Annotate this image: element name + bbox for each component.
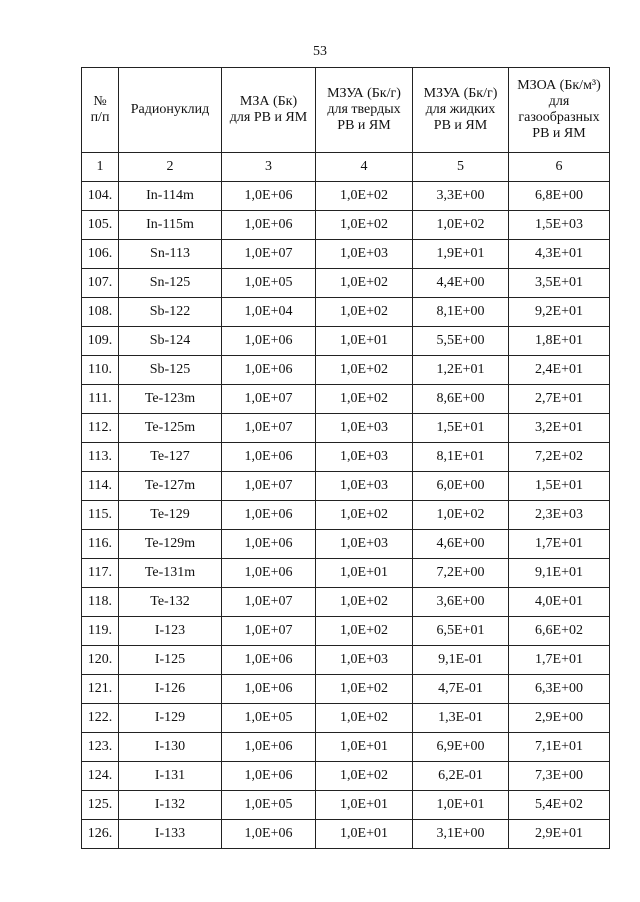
mzoa-gas-value: 7,1E+01 bbox=[509, 733, 610, 762]
radionuclide-name: I-130 bbox=[119, 733, 222, 762]
table-row bbox=[82, 617, 610, 646]
radionuclide-name: I-132 bbox=[119, 791, 222, 820]
radionuclide-name: Sn-125 bbox=[119, 269, 222, 298]
mza-value: 1,0E+06 bbox=[222, 182, 316, 211]
row-number: 106. bbox=[82, 240, 119, 269]
mzua-solid-value: 1,0E+02 bbox=[316, 762, 413, 791]
radionuclide-name: Te-123m bbox=[119, 385, 222, 414]
table-row bbox=[82, 327, 610, 356]
mza-value: 1,0E+07 bbox=[222, 414, 316, 443]
row-number: 124. bbox=[82, 762, 119, 791]
mza-value: 1,0E+05 bbox=[222, 704, 316, 733]
mzua-solid-value: 1,0E+01 bbox=[316, 559, 413, 588]
mzoa-gas-value: 3,5E+01 bbox=[509, 269, 610, 298]
mzua-solid-value: 1,0E+02 bbox=[316, 588, 413, 617]
mzoa-gas-value: 9,2E+01 bbox=[509, 298, 610, 327]
mzua-solid-value: 1,0E+02 bbox=[316, 675, 413, 704]
table-row bbox=[82, 356, 610, 385]
header-no: № п/п bbox=[82, 68, 119, 153]
mzua-liquid-value: 1,2E+01 bbox=[413, 356, 509, 385]
radionuclide-name: Te-127m bbox=[119, 472, 222, 501]
radionuclide-name: I-129 bbox=[119, 704, 222, 733]
row-number: 120. bbox=[82, 646, 119, 675]
row-number: 111. bbox=[82, 385, 119, 414]
mzua-liquid-value: 8,1E+00 bbox=[413, 298, 509, 327]
header-radionuclide: Радионуклид bbox=[119, 68, 222, 153]
radionuclide-name: Sb-124 bbox=[119, 327, 222, 356]
mzoa-gas-value: 7,2E+02 bbox=[509, 443, 610, 472]
row-number: 125. bbox=[82, 791, 119, 820]
mzua-liquid-value: 6,2E-01 bbox=[413, 762, 509, 791]
mzua-solid-value: 1,0E+02 bbox=[316, 617, 413, 646]
row-number: 119. bbox=[82, 617, 119, 646]
mzoa-gas-value: 4,0E+01 bbox=[509, 588, 610, 617]
mzoa-gas-value: 2,9E+00 bbox=[509, 704, 610, 733]
mzoa-gas-value: 2,3E+03 bbox=[509, 501, 610, 530]
row-number: 117. bbox=[82, 559, 119, 588]
mzua-liquid-value: 6,5E+01 bbox=[413, 617, 509, 646]
radionuclide-name: Te-129m bbox=[119, 530, 222, 559]
row-number: 108. bbox=[82, 298, 119, 327]
table-row bbox=[82, 472, 610, 501]
mzua-liquid-value: 3,3E+00 bbox=[413, 182, 509, 211]
table-row bbox=[82, 385, 610, 414]
radionuclide-name: I-125 bbox=[119, 646, 222, 675]
radionuclide-table bbox=[81, 67, 610, 849]
row-number: 118. bbox=[82, 588, 119, 617]
mza-value: 1,0E+06 bbox=[222, 559, 316, 588]
header-mzua-liquid: МЗУА (Бк/г) для жидких РВ и ЯМ bbox=[413, 68, 509, 153]
radionuclide-name: I-133 bbox=[119, 820, 222, 849]
table-row bbox=[82, 530, 610, 559]
mzoa-gas-value: 1,5E+03 bbox=[509, 211, 610, 240]
mzua-solid-value: 1,0E+01 bbox=[316, 820, 413, 849]
column-number: 5 bbox=[413, 153, 509, 182]
mzua-liquid-value: 4,4E+00 bbox=[413, 269, 509, 298]
mza-value: 1,0E+06 bbox=[222, 733, 316, 762]
column-number: 1 bbox=[82, 153, 119, 182]
mzua-solid-value: 1,0E+02 bbox=[316, 356, 413, 385]
mza-value: 1,0E+05 bbox=[222, 269, 316, 298]
radionuclide-name: I-131 bbox=[119, 762, 222, 791]
mza-value: 1,0E+06 bbox=[222, 356, 316, 385]
table-row bbox=[82, 559, 610, 588]
row-number: 105. bbox=[82, 211, 119, 240]
table-row bbox=[82, 211, 610, 240]
mza-value: 1,0E+07 bbox=[222, 472, 316, 501]
radionuclide-name: I-126 bbox=[119, 675, 222, 704]
mzua-solid-value: 1,0E+01 bbox=[316, 733, 413, 762]
mzua-solid-value: 1,0E+02 bbox=[316, 704, 413, 733]
mzua-solid-value: 1,0E+01 bbox=[316, 791, 413, 820]
table-row bbox=[82, 240, 610, 269]
mzoa-gas-value: 9,1E+01 bbox=[509, 559, 610, 588]
mza-value: 1,0E+06 bbox=[222, 530, 316, 559]
page-number: 53 bbox=[313, 44, 327, 59]
mza-value: 1,0E+05 bbox=[222, 791, 316, 820]
table-row bbox=[82, 733, 610, 762]
mzoa-gas-value: 2,4E+01 bbox=[509, 356, 610, 385]
mzua-liquid-value: 1,3E-01 bbox=[413, 704, 509, 733]
mza-value: 1,0E+07 bbox=[222, 588, 316, 617]
mzoa-gas-value: 7,3E+00 bbox=[509, 762, 610, 791]
table-row bbox=[82, 182, 610, 211]
radionuclide-name: Te-127 bbox=[119, 443, 222, 472]
mzua-liquid-value: 3,1E+00 bbox=[413, 820, 509, 849]
mzua-liquid-value: 8,1E+01 bbox=[413, 443, 509, 472]
table-row bbox=[82, 414, 610, 443]
mzoa-gas-value: 6,3E+00 bbox=[509, 675, 610, 704]
column-number: 4 bbox=[316, 153, 413, 182]
radionuclide-name: In-115m bbox=[119, 211, 222, 240]
header-mzoa-gas: МЗОА (Бк/м³) для газообразных РВ и ЯМ bbox=[509, 68, 610, 153]
mzoa-gas-value: 6,8E+00 bbox=[509, 182, 610, 211]
header-row bbox=[82, 68, 610, 153]
row-number: 112. bbox=[82, 414, 119, 443]
mzoa-gas-value: 1,7E+01 bbox=[509, 646, 610, 675]
mzua-solid-value: 1,0E+01 bbox=[316, 327, 413, 356]
mzua-solid-value: 1,0E+03 bbox=[316, 530, 413, 559]
mzoa-gas-value: 5,4E+02 bbox=[509, 791, 610, 820]
row-number: 116. bbox=[82, 530, 119, 559]
mzua-solid-value: 1,0E+02 bbox=[316, 501, 413, 530]
table-row bbox=[82, 588, 610, 617]
mzua-solid-value: 1,0E+02 bbox=[316, 298, 413, 327]
radionuclide-name: Te-129 bbox=[119, 501, 222, 530]
mzua-solid-value: 1,0E+03 bbox=[316, 414, 413, 443]
row-number: 107. bbox=[82, 269, 119, 298]
mza-value: 1,0E+06 bbox=[222, 501, 316, 530]
mzua-liquid-value: 8,6E+00 bbox=[413, 385, 509, 414]
mzua-solid-value: 1,0E+02 bbox=[316, 269, 413, 298]
table-row bbox=[82, 443, 610, 472]
mza-value: 1,0E+06 bbox=[222, 646, 316, 675]
mzua-liquid-value: 6,9E+00 bbox=[413, 733, 509, 762]
radionuclide-name: I-123 bbox=[119, 617, 222, 646]
row-number: 110. bbox=[82, 356, 119, 385]
mzoa-gas-value: 4,3E+01 bbox=[509, 240, 610, 269]
table-row bbox=[82, 791, 610, 820]
mzua-liquid-value: 3,6E+00 bbox=[413, 588, 509, 617]
header-mza: МЗА (Бк) для РВ и ЯМ bbox=[222, 68, 316, 153]
radionuclide-name: Sb-122 bbox=[119, 298, 222, 327]
mzoa-gas-value: 3,2E+01 bbox=[509, 414, 610, 443]
mza-value: 1,0E+06 bbox=[222, 443, 316, 472]
mzua-solid-value: 1,0E+03 bbox=[316, 472, 413, 501]
mzoa-gas-value: 6,6E+02 bbox=[509, 617, 610, 646]
row-number: 123. bbox=[82, 733, 119, 762]
table-row bbox=[82, 762, 610, 791]
mza-value: 1,0E+06 bbox=[222, 211, 316, 240]
column-number-row bbox=[82, 153, 610, 182]
row-number: 115. bbox=[82, 501, 119, 530]
table-row bbox=[82, 704, 610, 733]
column-number: 6 bbox=[509, 153, 610, 182]
mzua-liquid-value: 1,0E+02 bbox=[413, 211, 509, 240]
column-number: 2 bbox=[119, 153, 222, 182]
radionuclide-name: Sn-113 bbox=[119, 240, 222, 269]
mza-value: 1,0E+07 bbox=[222, 240, 316, 269]
mzua-liquid-value: 1,0E+02 bbox=[413, 501, 509, 530]
mzua-liquid-value: 7,2E+00 bbox=[413, 559, 509, 588]
mzua-liquid-value: 1,5E+01 bbox=[413, 414, 509, 443]
table-row bbox=[82, 675, 610, 704]
mza-value: 1,0E+07 bbox=[222, 385, 316, 414]
table-row bbox=[82, 298, 610, 327]
mzua-solid-value: 1,0E+03 bbox=[316, 240, 413, 269]
mzoa-gas-value: 1,8E+01 bbox=[509, 327, 610, 356]
radionuclide-name: In-114m bbox=[119, 182, 222, 211]
row-number: 104. bbox=[82, 182, 119, 211]
mzua-liquid-value: 1,9E+01 bbox=[413, 240, 509, 269]
mzua-solid-value: 1,0E+02 bbox=[316, 385, 413, 414]
column-number: 3 bbox=[222, 153, 316, 182]
mzua-liquid-value: 9,1E-01 bbox=[413, 646, 509, 675]
radionuclide-name: Te-132 bbox=[119, 588, 222, 617]
header-mzua-solid: МЗУА (Бк/г) для твердых РВ и ЯМ bbox=[316, 68, 413, 153]
row-number: 126. bbox=[82, 820, 119, 849]
row-number: 109. bbox=[82, 327, 119, 356]
table-row bbox=[82, 646, 610, 675]
mzua-solid-value: 1,0E+02 bbox=[316, 182, 413, 211]
mza-value: 1,0E+06 bbox=[222, 762, 316, 791]
mzua-liquid-value: 4,6E+00 bbox=[413, 530, 509, 559]
mza-value: 1,0E+07 bbox=[222, 617, 316, 646]
row-number: 122. bbox=[82, 704, 119, 733]
mzoa-gas-value: 1,5E+01 bbox=[509, 472, 610, 501]
radionuclide-name: Sb-125 bbox=[119, 356, 222, 385]
row-number: 114. bbox=[82, 472, 119, 501]
mzoa-gas-value: 2,7E+01 bbox=[509, 385, 610, 414]
radionuclide-name: Te-125m bbox=[119, 414, 222, 443]
mzua-solid-value: 1,0E+02 bbox=[316, 211, 413, 240]
mzoa-gas-value: 2,9E+01 bbox=[509, 820, 610, 849]
mzua-solid-value: 1,0E+03 bbox=[316, 646, 413, 675]
row-number: 121. bbox=[82, 675, 119, 704]
mza-value: 1,0E+04 bbox=[222, 298, 316, 327]
table-row bbox=[82, 820, 610, 849]
mza-value: 1,0E+06 bbox=[222, 820, 316, 849]
table-row bbox=[82, 501, 610, 530]
mzua-liquid-value: 1,0E+01 bbox=[413, 791, 509, 820]
row-number: 113. bbox=[82, 443, 119, 472]
mza-value: 1,0E+06 bbox=[222, 675, 316, 704]
mzua-solid-value: 1,0E+03 bbox=[316, 443, 413, 472]
mzua-liquid-value: 5,5E+00 bbox=[413, 327, 509, 356]
mza-value: 1,0E+06 bbox=[222, 327, 316, 356]
mzua-liquid-value: 6,0E+00 bbox=[413, 472, 509, 501]
mzoa-gas-value: 1,7E+01 bbox=[509, 530, 610, 559]
radionuclide-name: Te-131m bbox=[119, 559, 222, 588]
mzua-liquid-value: 4,7E-01 bbox=[413, 675, 509, 704]
table-row bbox=[82, 269, 610, 298]
